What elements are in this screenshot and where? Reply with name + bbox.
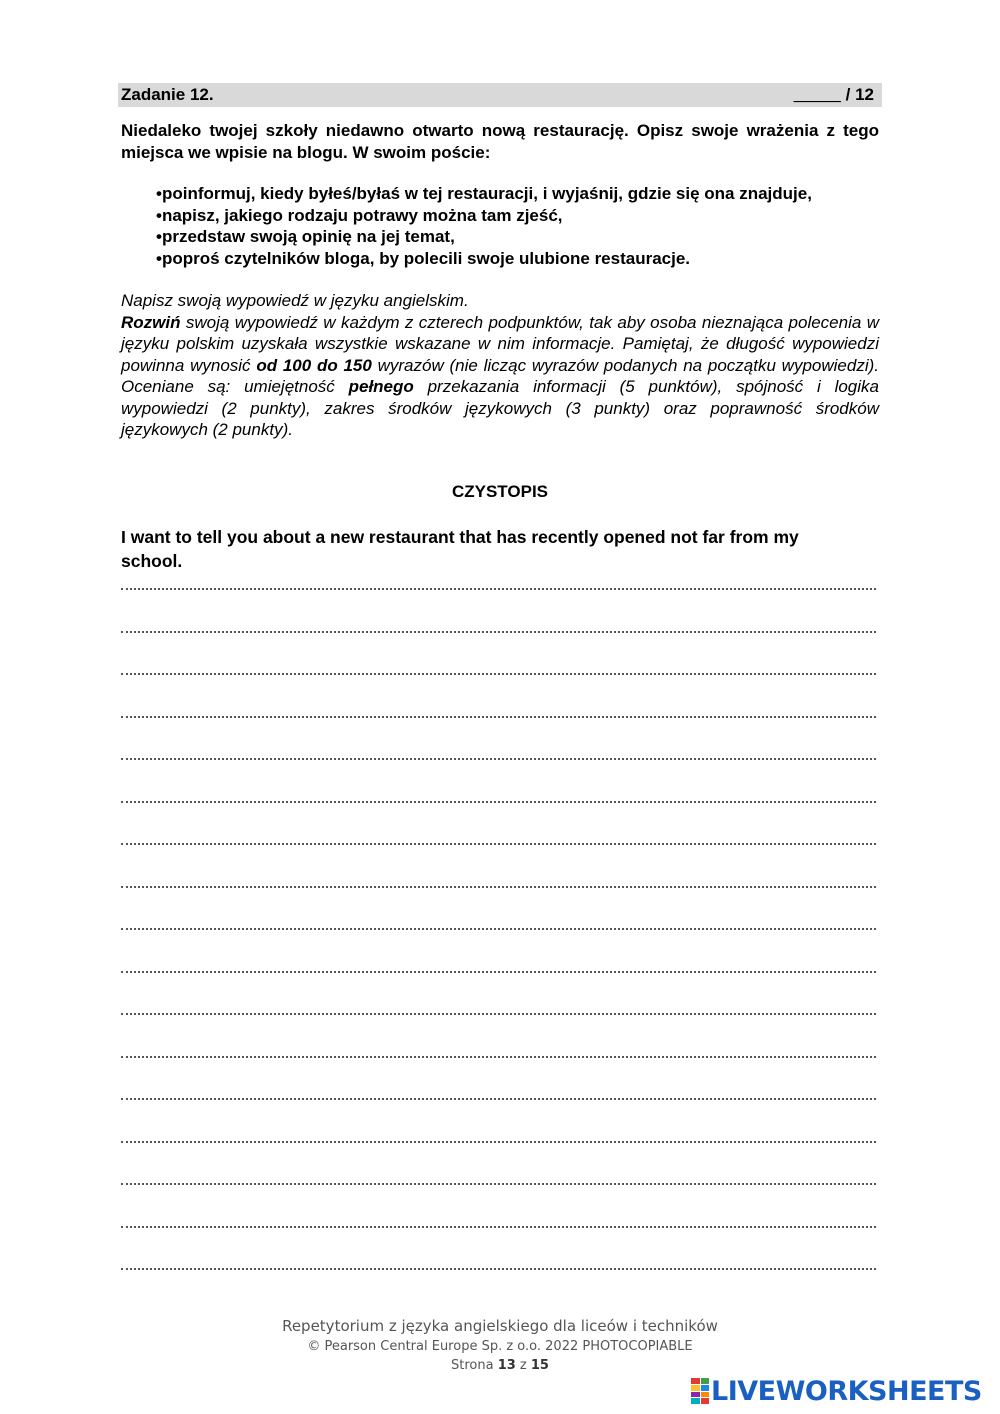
logo-icon-square (701, 1398, 710, 1404)
answer-line[interactable] (121, 1141, 876, 1143)
instructions-part1: swoją wypowiedź w każdym z czterech podpunktów, tak aby osoba nieznająca polecenia w języku polskim uzyskała wszystkie wskazane w nim informacje. Pamiętaj, że długość wypowiedzi powinna wynosić (121, 312, 879, 375)
answer-line[interactable] (121, 886, 876, 888)
instructions-pelnego: pełnego (348, 377, 414, 396)
task-bullet-list (156, 183, 896, 269)
score-blank: _____ (793, 85, 841, 104)
answer-start-text: I want to tell you about a new restaurant that has recently opened not far from my school. (121, 527, 799, 571)
answer-line[interactable] (121, 588, 876, 590)
liveworksheets-logo[interactable] (691, 1375, 982, 1407)
logo-icon-square (691, 1398, 700, 1404)
footer-copyright: © Pearson Central Europe Sp. z o.o. 2022 PHOTOCOPIABLE (307, 1339, 693, 1354)
task-bullet: • napisz, jakiego rodzaju potrawy można tam zjeść, (156, 205, 896, 227)
answer-line[interactable] (121, 673, 876, 675)
task-title: Zadanie 12. (121, 85, 214, 104)
answer-line[interactable] (121, 1056, 876, 1058)
answer-line[interactable] (121, 801, 876, 803)
answer-line[interactable] (121, 1013, 876, 1015)
instructions-part3: przekazania informacji (5 punktów), spójność i logika wypowiedzi (2 punkty), zakres środków językowych (3 punkty) oraz poprawność środków językowych (2 punkty). (121, 377, 879, 439)
answer-line[interactable] (121, 1226, 876, 1228)
score-total: / 12 (840, 85, 874, 104)
liveworksheets-logo-icon (691, 1378, 709, 1404)
answer-line[interactable] (121, 1268, 876, 1270)
answer-line[interactable] (121, 928, 876, 930)
instructions-line1: Napisz swoją wypowiedź w języku angielskim. (121, 291, 469, 310)
logo-icon-square (701, 1378, 710, 1384)
footer-page-number (0, 1358, 1000, 1373)
task-bullet: • przedstaw swoją opinię na jej temat, (156, 226, 896, 248)
answer-line[interactable] (121, 1183, 876, 1185)
footer-book-title: Repetytorium z języka angielskiego dla liceów i techników (282, 1317, 718, 1335)
task-header (118, 83, 882, 107)
instructions (121, 290, 879, 441)
task-score (794, 85, 874, 105)
logo-icon-square (701, 1385, 710, 1391)
czystopis-heading: CZYSTOPIS (451, 482, 549, 501)
page-prefix: Strona (451, 1358, 498, 1373)
task-bullet: • poproś czytelników bloga, by polecili swoje ulubione restauracje. (156, 248, 896, 270)
answer-line[interactable] (121, 716, 876, 718)
page-separator: z (515, 1358, 531, 1373)
logo-icon-square (691, 1378, 700, 1384)
answer-line[interactable] (121, 843, 876, 845)
instructions-part2: wyrazów (nie licząc wyrazów podanych na początku wypowiedzi). Oceniane są: umiejętność (121, 355, 879, 396)
page-total: 15 (530, 1358, 549, 1373)
task-bullet: • poinformuj, kiedy byłeś/byłaś w tej restauracji, i wyjaśnij, gdzie się ona znajduje, (156, 183, 896, 205)
answer-line[interactable] (121, 971, 876, 973)
logo-icon-square (691, 1392, 700, 1398)
page-current: 13 (497, 1358, 516, 1373)
logo-icon-square (701, 1392, 710, 1398)
task-intro: Niedaleko twojej szkoły niedawno otwarto nową restaurację. Opisz swoje wrażenia z tego miejsca we wpisie na blogu. W swoim poście: (121, 121, 879, 162)
answer-line[interactable] (121, 631, 876, 633)
instructions-word-range: od 100 do 150 (256, 355, 372, 375)
instructions-body (121, 312, 879, 441)
answer-line[interactable] (121, 1098, 876, 1100)
logo-icon-square (691, 1385, 700, 1391)
answer-line[interactable] (121, 758, 876, 760)
instructions-rozwin: Rozwiń (121, 312, 181, 332)
liveworksheets-logo-text: LIVEWORKSHEETS (711, 1375, 982, 1407)
